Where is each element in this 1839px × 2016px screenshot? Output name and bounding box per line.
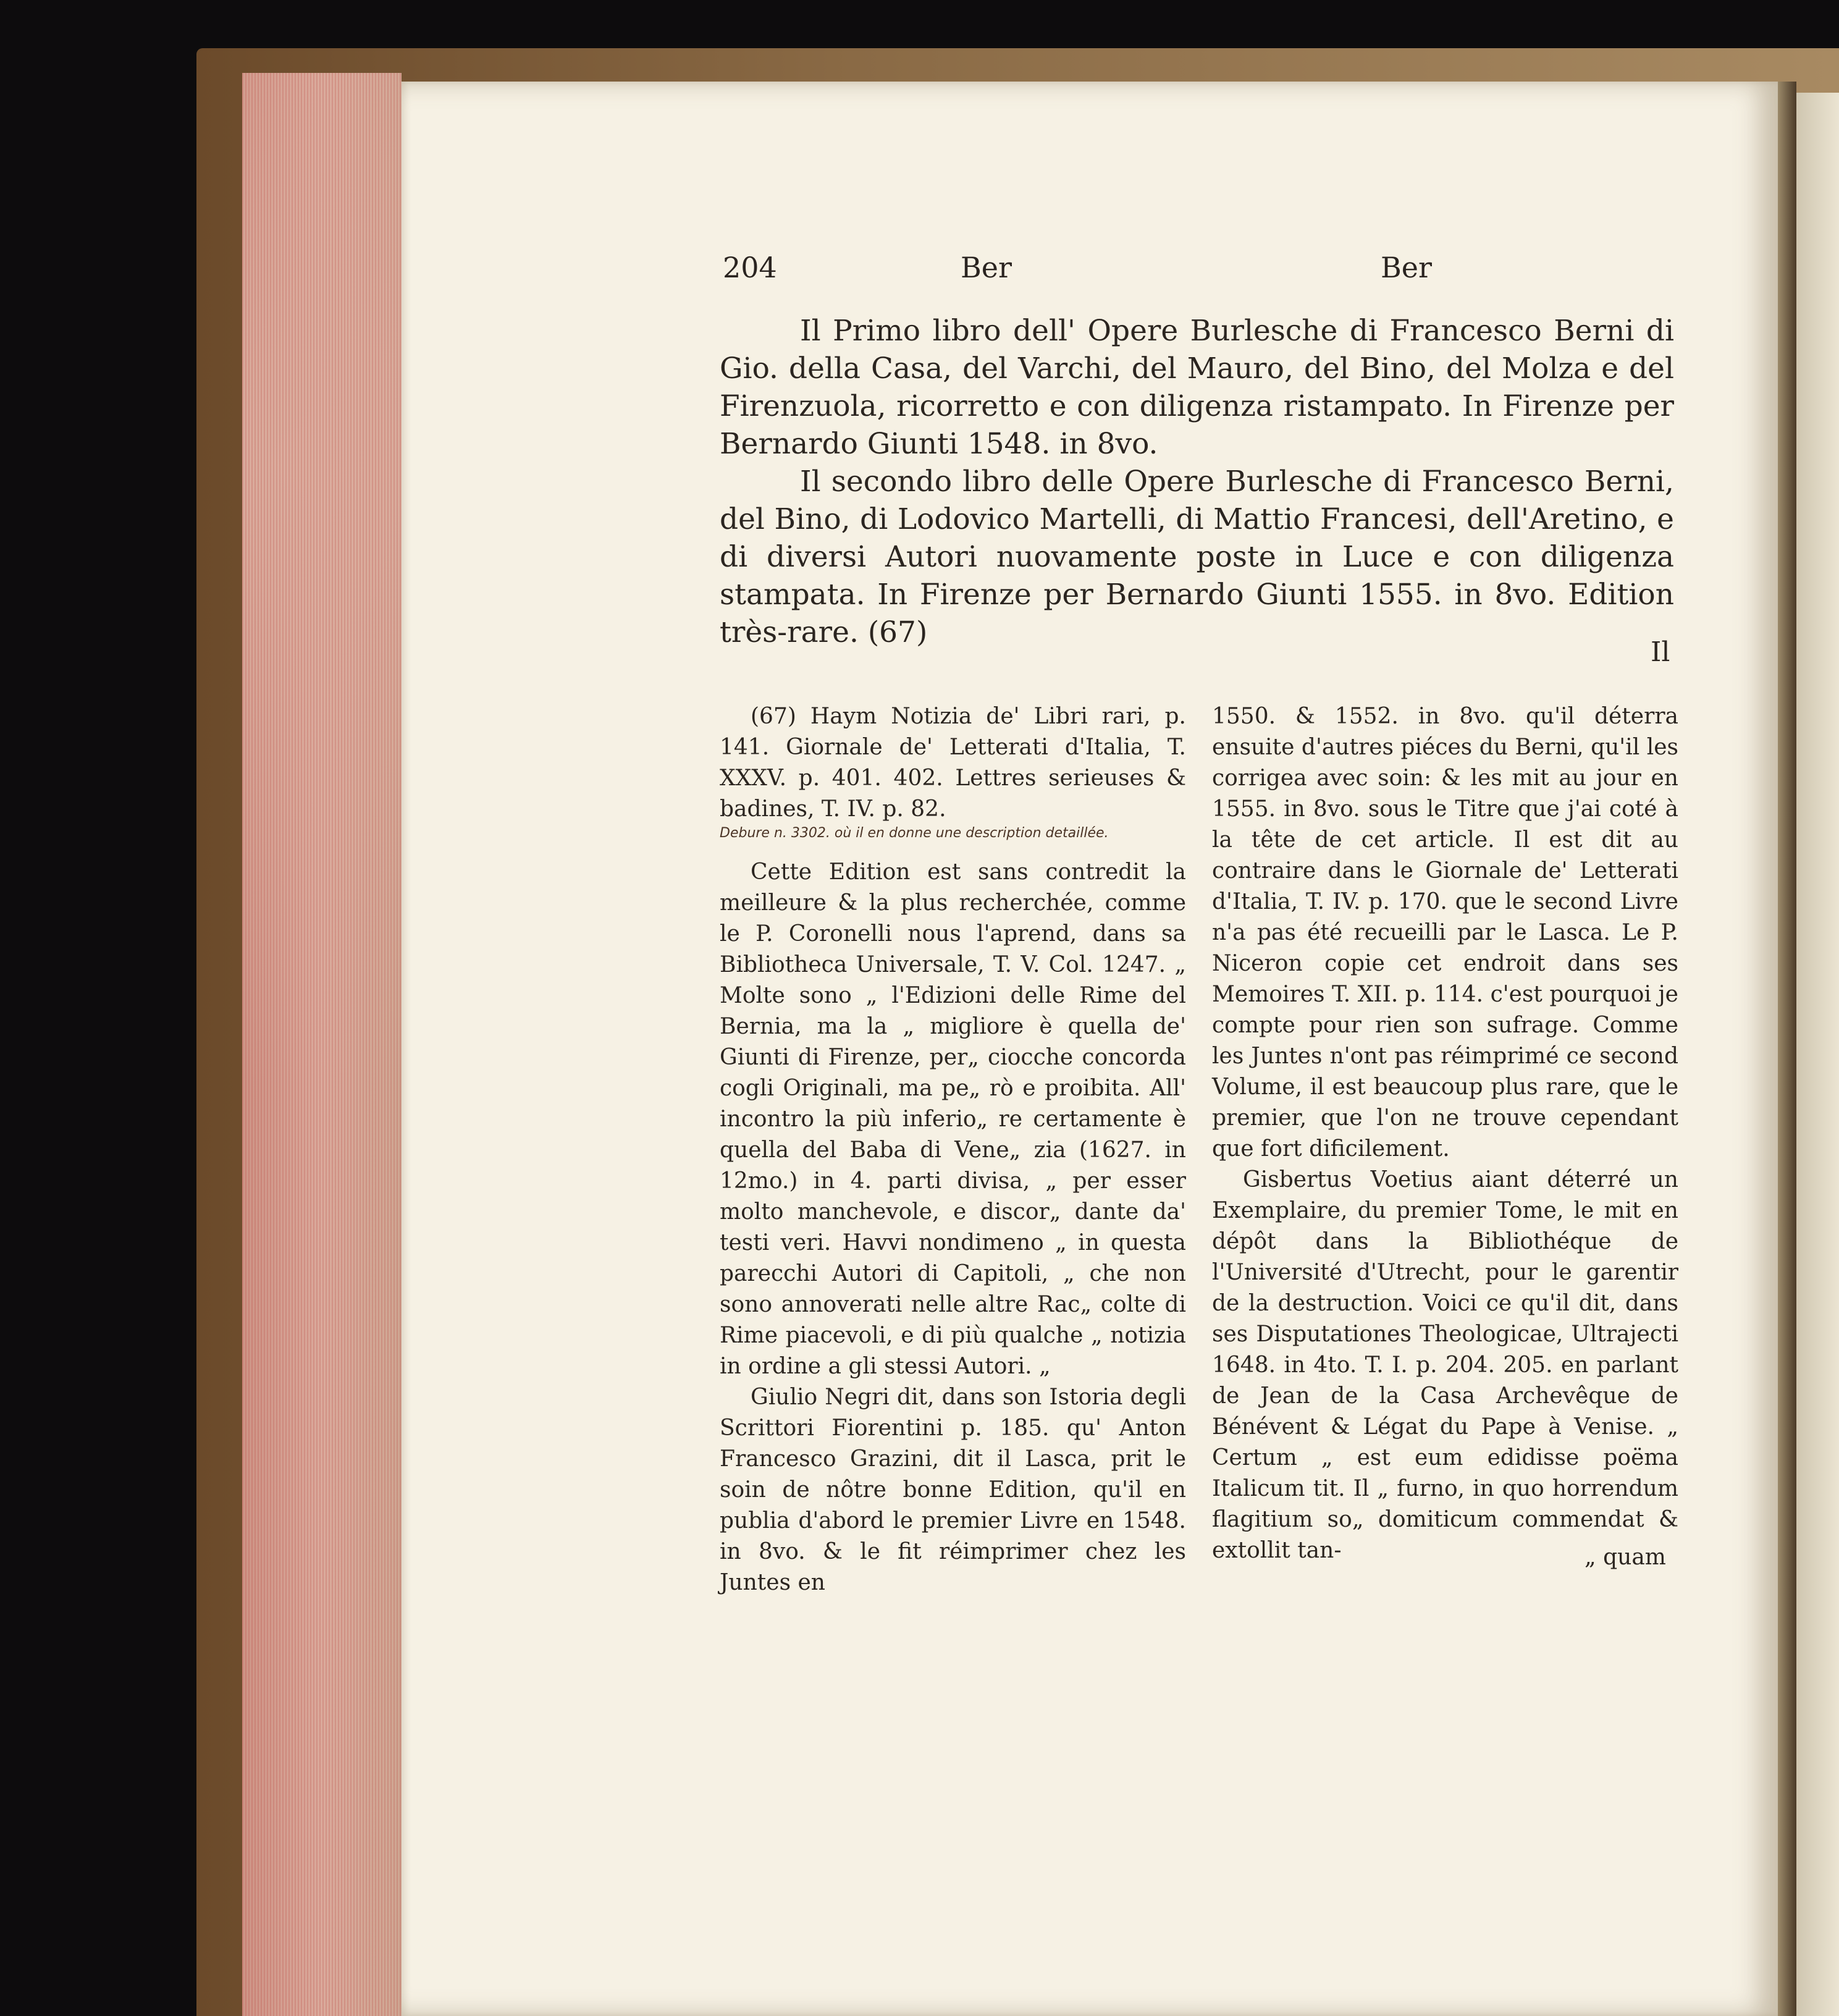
page-edges — [242, 73, 402, 2016]
entry-paragraph-1: Il Primo libro dell' Opere Burlesche di Francesco Berni di Gio. della Casa, del Varchi, del Mauro, del Bino, del Molza e del Firenzuola, ricorretto e con diligenza ristampato. In Firenze per Bernardo Giunti 1548. in 8vo. — [720, 314, 1674, 461]
running-head — [723, 251, 1668, 294]
left-paragraph-2: Giulio Negri dit, dans son Istoria degli Scrittori Fiorentini p. 185. qu' Anton Francesco Grazini, dit il Lasca, prit le soin de nôtre bonne Edition, qu'il en publia d'abord le premier Livre en 1548. in 8vo. & le fit réimprimer chez les Juntes en — [720, 1385, 1186, 1595]
entry-paragraph-2: Il secondo libro delle Opere Burlesche di Francesco Berni, del Bino, di Lodovico Martelli, di Mattio Francesi, dell'Aretino, e di diversi Autori nuovamente poste in Luce e con diligenza stampata. In Firenze per Bernardo Giunti 1555. in 8vo. Edition très-rare. (67) — [720, 465, 1674, 649]
handwritten-annotation: Debure n. 3302. où il en donne une description detaillée. — [720, 825, 1109, 841]
right-paragraph-1: 1550. & 1552. in 8vo. qu'il déterra ensuite d'autres piéces du Berni, qu'il les corrigea avec soin: & les mit au jour en 1555. in 8vo. sous le Titre que j'ai coté à la tête de cet article. Il est dit au contraire dans le Giornale de' Letterati d'Italia, T. IV. p. 170. que le second Livre n'a pas été recueilli par le Lasca. Le P. Niceron copie cet endroit dans ses Memoires T. XII. p. 114. c'est pourquoi je compte pour rien son sufrage. Comme les Juntes n'ont pas réimprimé ce second Volume, il est beaucoup plus rare, que le premier, que l'on ne trouve cependant que fort dificilement. — [1212, 704, 1678, 1162]
notes-left-column — [720, 701, 1186, 1598]
footnote-67: (67) Haym Notizia de' Libri rari, p. 141. Giornale de' Letterati d'Italia, T. XXXV. p. 401. 402. Lettres serieuses & badines, T. IV. p. 82. — [720, 704, 1186, 822]
main-entry — [720, 312, 1674, 651]
facing-page-edge — [1796, 93, 1839, 2016]
page-number: 204 — [723, 251, 777, 284]
right-paragraph-2: Gisbertus Voetius aiant déterré un Exemplaire, du premier Tome, le mit en dépôt dans la Bibliothéque de l'Université d'Utrecht, pour le garentir de la destruction. Voici ce qu'il dit, dans ses Disputationes Theologicae, Ultrajecti 1648. in 4to. T. I. p. 204. 205. en parlant de Jean de la Casa Archevêque de Bénévent & Légat du Pape à Venise. „ Certum „ est eum edidisse poëma Italicum tit. Il „ furno, in quo horrendum flagitium so„ domiticum commendat & extollit tan- — [1212, 1167, 1678, 1563]
catchword: Il — [1651, 636, 1670, 668]
notes-right-column — [1212, 701, 1678, 1566]
left-paragraph-1: Cette Edition est sans contredit la meilleure & la plus recherchée, comme le P. Coronelli nous l'aprend, dans sa Bibliotheca Universale, T. V. Col. 1247. „ Molte sono „ l'Edizioni delle Rime del Bernia, ma la „ migliore è quella de' Giunti di Firenze, per„ ciocche concorda cogli Originali, ma pe„ rò e proibita. All' incontro la più inferio„ re certamente è quella del Baba di Vene„ zia (1627. in 12mo.) in 4. parti divisa, „ per esser molto manchevole, e discor„ dante da' testi veri. Havvi nondimeno „ in questa parecchi Autori di Capitoli, „ che non sono annoverati nelle altre Rac„ colte di Rime piacevoli, e di più qualche „ notizia in ordine a gli stessi Autori. „ — [720, 859, 1186, 1379]
book-gutter — [1778, 82, 1796, 2016]
column-catchword: „ quam — [1584, 1545, 1666, 1570]
running-head-left: Ber — [961, 251, 1012, 284]
running-head-right: Ber — [1381, 251, 1433, 284]
